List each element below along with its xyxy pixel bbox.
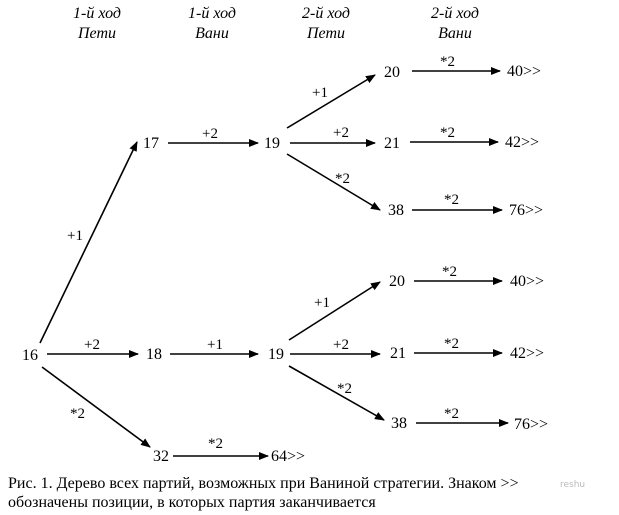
node-42-lower: 42>>: [510, 345, 545, 362]
op-label: *2: [444, 336, 459, 352]
op-label: *2: [440, 54, 455, 70]
op-label: +2: [333, 337, 349, 353]
header-line-2: Вани: [438, 25, 472, 42]
edge-16-17: [40, 142, 137, 343]
edge-19-20-lower: [289, 282, 380, 340]
op-label: *2: [335, 171, 350, 187]
op-label: +2: [202, 126, 218, 142]
op-label: *2: [444, 406, 459, 422]
op-label: +1: [312, 85, 328, 101]
node-16: 16: [22, 347, 38, 364]
edges: [40, 71, 508, 456]
header-line-1: 2-й ход: [302, 5, 350, 22]
header-line-1: 1-й ход: [73, 5, 121, 22]
op-label: +1: [67, 228, 83, 244]
figure-caption: [8, 474, 614, 512]
node-17: 17: [143, 135, 159, 152]
op-label: +1: [314, 295, 330, 311]
op-label: *2: [208, 436, 223, 452]
edge-16-32: [42, 367, 150, 447]
header-line-1: 2-й ход: [431, 5, 479, 22]
header-line-2: Вани: [195, 25, 229, 42]
edge-19-38: [287, 154, 380, 210]
header-line-2: Пети: [78, 25, 116, 42]
op-label: *2: [70, 406, 85, 422]
node-38-lower: 38: [391, 415, 407, 432]
node-40: 40>>: [507, 63, 542, 80]
op-label: *2: [442, 264, 457, 280]
caption-line-2: обозначены позиции, в которых партия заканчивается: [8, 494, 376, 511]
node-20: 20: [384, 64, 400, 81]
op-label: *2: [444, 192, 459, 208]
node-21: 21: [384, 135, 400, 152]
node-21-lower: 21: [390, 345, 406, 362]
watermark: reshu: [560, 480, 586, 490]
node-18: 18: [146, 346, 162, 363]
node-32: 32: [153, 448, 169, 465]
node-19: 19: [264, 135, 280, 152]
caption-line-1: Рис. 1. Дерево всех партий, возможных при Ваниной стратегии. Знаком >>: [8, 475, 519, 492]
node-20-lower: 20: [389, 273, 405, 290]
op-label: +2: [333, 125, 349, 141]
node-19-lower: 19: [268, 346, 284, 363]
node-64: 64>>: [271, 448, 306, 465]
op-label: *2: [440, 125, 455, 141]
node-76-lower: 76>>: [514, 416, 549, 433]
nodes: [22, 63, 548, 465]
node-40-lower: 40>>: [510, 273, 545, 290]
header-line-2: Пети: [307, 25, 345, 42]
op-label: +2: [84, 337, 100, 353]
node-76: 76>>: [509, 202, 544, 219]
node-38: 38: [388, 202, 404, 219]
node-42: 42>>: [505, 134, 540, 151]
header-line-1: 1-й ход: [188, 5, 236, 22]
operation-labels: [67, 54, 459, 452]
op-label: *2: [337, 381, 352, 397]
op-label: +1: [207, 337, 223, 353]
edge-19-20: [287, 75, 375, 128]
